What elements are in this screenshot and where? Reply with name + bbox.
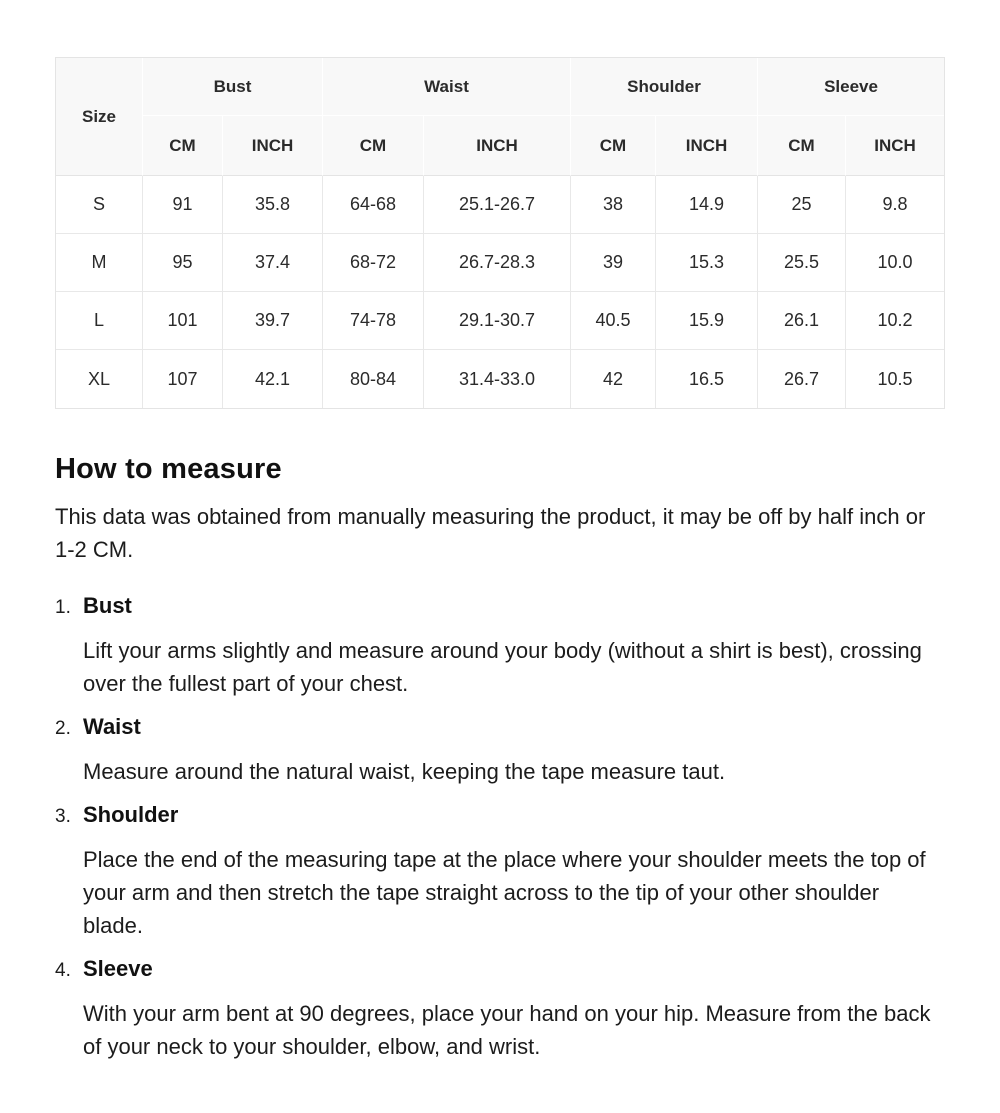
measure-step-waist [55,710,943,788]
table-cell: 42 [571,350,656,408]
table-cell: 16.5 [656,350,758,408]
column-group-header-shoulder: Shoulder [571,58,758,116]
step-header [55,952,943,987]
table-row-size-l [56,292,944,350]
step-header [55,589,943,624]
column-group-header-waist: Waist [323,58,571,116]
size-cell: S [56,176,143,234]
table-cell: 42.1 [223,350,323,408]
table-cell: 64-68 [323,176,424,234]
step-number: 4. [55,960,71,981]
table-cell: 40.5 [571,292,656,350]
step-description: With your arm bent at 90 degrees, place your hand on your hip. Measure from the back of your neck to your shoulder, elbow, and wrist. [83,1001,931,1059]
step-term: Shoulder [83,802,179,827]
step-description: Lift your arms slightly and measure around your body (without a shirt is best), crossing over the fullest part of your chest. [83,638,922,696]
table-cell: 10.5 [846,350,944,408]
step-number: 2. [55,718,71,739]
step-number: 1. [55,597,71,618]
size-cell: L [56,292,143,350]
table-cell: 39 [571,234,656,292]
table-cell: 25.1-26.7 [424,176,571,234]
table-cell: 91 [143,176,223,234]
table-cell: 95 [143,234,223,292]
table-cell: 14.9 [656,176,758,234]
subcolumn-header-waist-cm: CM [323,116,424,176]
step-term: Bust [83,593,132,618]
table-group-header-row [56,58,944,116]
table-cell: 38 [571,176,656,234]
table-cell: 10.0 [846,234,944,292]
size-chart-table [55,57,945,409]
table-cell: 15.9 [656,292,758,350]
subcolumn-header-shoulder-inch: INCH [656,116,758,176]
table-cell: 35.8 [223,176,323,234]
table-row-size-m [56,234,944,292]
measure-step-sleeve [55,952,943,1063]
table-cell: 26.1 [758,292,846,350]
column-header-size: Size [56,58,143,176]
table-row-size-xl [56,350,944,408]
table-cell: 37.4 [223,234,323,292]
step-number: 3. [55,806,71,827]
table-cell: 68-72 [323,234,424,292]
table-cell: 74-78 [323,292,424,350]
subcolumn-header-waist-inch: INCH [424,116,571,176]
table-cell: 9.8 [846,176,944,234]
table-cell: 31.4-33.0 [424,350,571,408]
size-cell: M [56,234,143,292]
table-cell: 25 [758,176,846,234]
table-row-size-s [56,176,944,234]
subcolumn-header-shoulder-cm: CM [571,116,656,176]
measure-step-shoulder [55,798,943,942]
size-cell: XL [56,350,143,408]
step-description: Measure around the natural waist, keeping the tape measure taut. [83,759,726,784]
table-cell: 26.7 [758,350,846,408]
table-subheader-row [56,116,944,176]
table-cell: 15.3 [656,234,758,292]
table-cell: 101 [143,292,223,350]
subcolumn-header-bust-cm: CM [143,116,223,176]
step-term: Sleeve [83,956,153,981]
column-group-header-bust: Bust [143,58,323,116]
table-cell: 80-84 [323,350,424,408]
step-term: Waist [83,714,141,739]
how-to-measure-heading: How to measure [55,453,282,485]
table-cell: 25.5 [758,234,846,292]
measure-disclaimer-text: This data was obtained from manually measuring the product, it may be off by half inch or 1-2 CM. [55,504,926,562]
subcolumn-header-sleeve-inch: INCH [846,116,944,176]
table-cell: 10.2 [846,292,944,350]
step-description: Place the end of the measuring tape at the place where your shoulder meets the top of your arm and then stretch the tape straight across to the tip of your other shoulder blade. [83,847,926,938]
subcolumn-header-sleeve-cm: CM [758,116,846,176]
step-header [55,710,943,745]
measure-step-bust [55,589,943,700]
table-cell: 26.7-28.3 [424,234,571,292]
measure-steps-list [55,589,943,1063]
table-cell: 29.1-30.7 [424,292,571,350]
step-header [55,798,943,833]
column-group-header-sleeve: Sleeve [758,58,944,116]
subcolumn-header-bust-inch: INCH [223,116,323,176]
table-cell: 39.7 [223,292,323,350]
table-cell: 107 [143,350,223,408]
